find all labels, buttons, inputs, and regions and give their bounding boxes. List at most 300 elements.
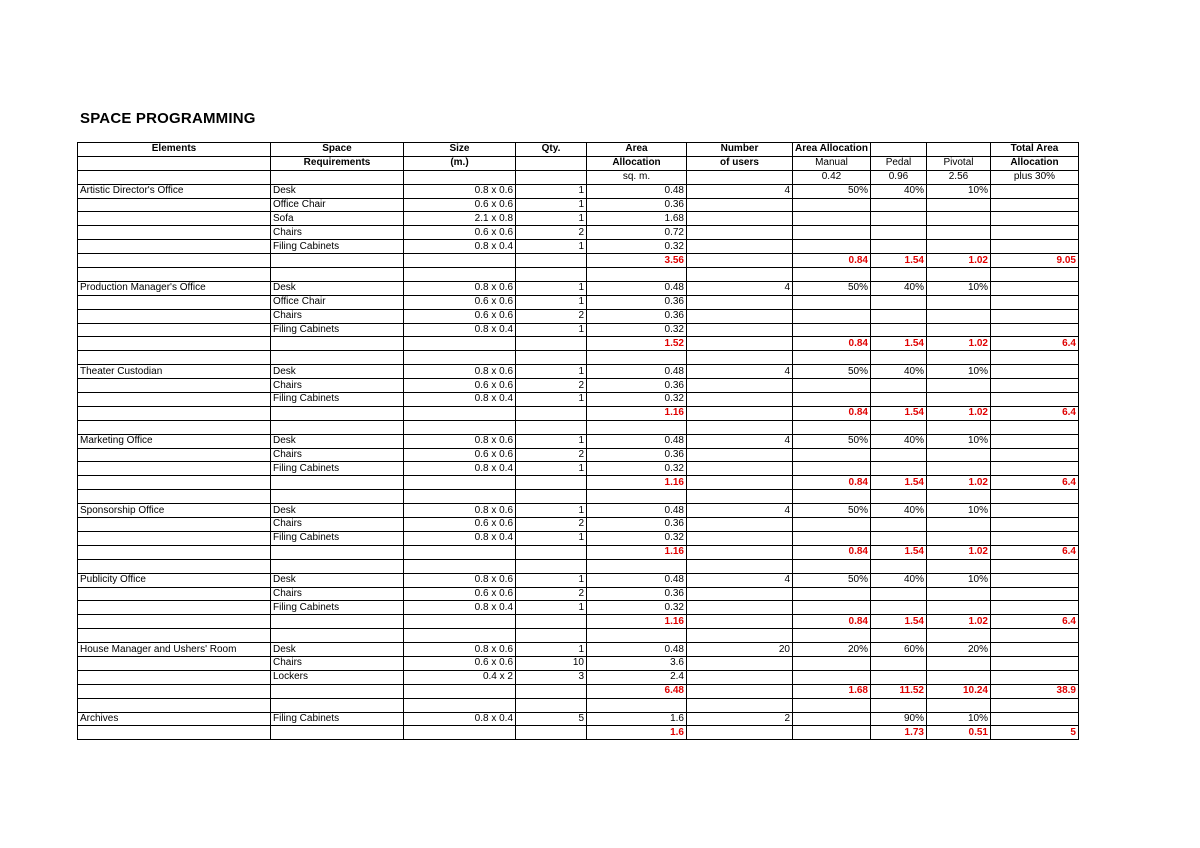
cell-number-of-users [687,615,793,629]
cell-qty: 1 [516,323,587,337]
cell-qty [516,559,587,573]
cell-space-requirements [271,698,404,712]
cell-pivotal: 1.02 [926,476,990,490]
cell-total-area: 5 [990,726,1078,740]
header-row [78,156,1079,170]
cell-manual: 1.68 [793,684,871,698]
cell-space-requirements [271,490,404,504]
table-row [78,518,1079,532]
cell-number-of-users [687,698,793,712]
cell-number-of-users [687,726,793,740]
cell-area-allocation: Area [587,143,687,157]
total-row [78,406,1079,420]
cell-elements: Sponsorship Office [78,504,271,518]
cell-elements [78,393,271,407]
cell-size [404,629,516,643]
cell-qty [516,629,587,643]
cell-number-of-users: of users [687,156,793,170]
cell-size: 0.8 x 0.6 [404,434,516,448]
cell-elements: Archives [78,712,271,726]
cell-qty: 5 [516,712,587,726]
cell-elements [78,448,271,462]
cell-area-allocation: 0.36 [587,198,687,212]
cell-size: 0.6 x 0.6 [404,198,516,212]
cell-elements: Marketing Office [78,434,271,448]
cell-total-area [990,212,1078,226]
cell-qty: 1 [516,573,587,587]
table-row [78,712,1079,726]
cell-pivotal: 0.51 [926,726,990,740]
cell-size [404,726,516,740]
cell-pedal [870,226,926,240]
cell-manual [793,462,871,476]
cell-total-area: 6.4 [990,406,1078,420]
table-row [78,198,1079,212]
cell-manual [793,518,871,532]
cell-area-allocation: 0.48 [587,643,687,657]
cell-pedal: 40% [870,365,926,379]
cell-pivotal: 1.02 [926,254,990,268]
cell-qty: 3 [516,670,587,684]
table-row [78,240,1079,254]
cell-size [404,268,516,282]
table-row [78,281,1079,295]
cell-total-area [990,393,1078,407]
cell-manual [793,309,871,323]
cell-elements [78,198,271,212]
cell-total-area: 6.4 [990,545,1078,559]
cell-space-requirements: Sofa [271,212,404,226]
cell-pedal [870,420,926,434]
cell-size: 0.8 x 0.4 [404,462,516,476]
cell-manual [793,559,871,573]
cell-size [404,420,516,434]
cell-elements: House Manager and Ushers' Room [78,643,271,657]
cell-space-requirements: Filing Cabinets [271,601,404,615]
cell-elements [78,420,271,434]
cell-manual: 0.84 [793,476,871,490]
cell-manual [793,323,871,337]
cell-size: 0.6 x 0.6 [404,587,516,601]
total-row [78,254,1079,268]
cell-space-requirements: Office Chair [271,198,404,212]
blank-row [78,698,1079,712]
cell-qty [516,351,587,365]
cell-pedal [870,295,926,309]
cell-pedal: 1.73 [870,726,926,740]
cell-size: 0.6 x 0.6 [404,226,516,240]
cell-area-allocation: 1.52 [587,337,687,351]
cell-number-of-users [687,406,793,420]
cell-number-of-users [687,462,793,476]
cell-manual: 0.84 [793,406,871,420]
cell-size: 2.1 x 0.8 [404,212,516,226]
cell-number-of-users [687,518,793,532]
cell-total-area [990,379,1078,393]
cell-pedal: 1.54 [870,615,926,629]
cell-elements [78,726,271,740]
cell-qty [516,615,587,629]
cell-pedal: 60% [870,643,926,657]
cell-size: 0.8 x 0.4 [404,601,516,615]
cell-size: 0.8 x 0.4 [404,712,516,726]
table-row [78,434,1079,448]
cell-elements [78,170,271,184]
cell-pedal: Pedal [870,156,926,170]
cell-total-area [990,643,1078,657]
cell-qty: 2 [516,226,587,240]
cell-elements [78,629,271,643]
cell-space-requirements [271,476,404,490]
cell-total-area [990,712,1078,726]
cell-area-allocation: 1.16 [587,615,687,629]
cell-pivotal: 1.02 [926,615,990,629]
cell-pivotal: 10% [926,434,990,448]
cell-manual: 50% [793,573,871,587]
cell-total-area: 6.4 [990,615,1078,629]
cell-qty [516,490,587,504]
cell-pivotal: 10% [926,573,990,587]
cell-qty [516,406,587,420]
cell-manual: 20% [793,643,871,657]
cell-total-area [990,504,1078,518]
cell-pivotal [926,420,990,434]
cell-qty: 2 [516,379,587,393]
cell-pedal [870,448,926,462]
cell-total-area [990,268,1078,282]
cell-size [404,490,516,504]
cell-space-requirements: Office Chair [271,295,404,309]
cell-qty [516,156,587,170]
cell-elements [78,601,271,615]
cell-space-requirements: Desk [271,643,404,657]
cell-area-allocation: 6.48 [587,684,687,698]
cell-pivotal: 1.02 [926,337,990,351]
cell-qty: 1 [516,504,587,518]
cell-space-requirements: Filing Cabinets [271,240,404,254]
cell-space-requirements: Filing Cabinets [271,393,404,407]
blank-row [78,351,1079,365]
cell-size [404,698,516,712]
table-row [78,573,1079,587]
cell-area-allocation: 1.6 [587,712,687,726]
total-row [78,615,1079,629]
cell-space-requirements [271,726,404,740]
cell-area-allocation [587,420,687,434]
cell-number-of-users [687,559,793,573]
cell-space-requirements: Chairs [271,587,404,601]
cell-space-requirements [271,170,404,184]
cell-area-allocation: 1.6 [587,726,687,740]
cell-total-area [990,587,1078,601]
cell-pivotal [926,587,990,601]
cell-size: 0.8 x 0.4 [404,240,516,254]
cell-manual [793,698,871,712]
cell-space-requirements: Space [271,143,404,157]
cell-number-of-users: 4 [687,504,793,518]
cell-elements [78,240,271,254]
cell-area-allocation: 0.32 [587,393,687,407]
cell-pivotal [926,518,990,532]
cell-pedal [870,518,926,532]
cell-pivotal [926,656,990,670]
cell-space-requirements: Desk [271,184,404,198]
cell-total-area [990,559,1078,573]
cell-pedal: 11.52 [870,684,926,698]
cell-elements [78,406,271,420]
cell-qty [516,254,587,268]
cell-total-area [990,351,1078,365]
cell-size: 0.8 x 0.4 [404,393,516,407]
cell-pivotal [926,295,990,309]
cell-total-area [990,698,1078,712]
cell-pedal: 1.54 [870,337,926,351]
cell-manual [793,212,871,226]
cell-manual: 50% [793,365,871,379]
cell-elements [78,156,271,170]
cell-total-area [990,670,1078,684]
table-row [78,643,1079,657]
table-row [78,323,1079,337]
cell-number-of-users: 4 [687,184,793,198]
table-row [78,309,1079,323]
cell-manual [793,726,871,740]
cell-size [404,337,516,351]
cell-pivotal [926,462,990,476]
cell-size: 0.6 x 0.6 [404,656,516,670]
cell-pivotal: 10% [926,712,990,726]
cell-space-requirements: Desk [271,365,404,379]
cell-size [404,545,516,559]
cell-qty [516,545,587,559]
cell-area-allocation: 0.48 [587,184,687,198]
cell-pedal: 40% [870,281,926,295]
cell-pedal [870,143,926,157]
cell-manual: 50% [793,281,871,295]
cell-number-of-users [687,420,793,434]
cell-qty [516,337,587,351]
cell-manual [793,490,871,504]
table-row [78,393,1079,407]
cell-area-allocation: 0.32 [587,240,687,254]
cell-pedal: 0.96 [870,170,926,184]
cell-space-requirements: Chairs [271,656,404,670]
cell-elements: Production Manager's Office [78,281,271,295]
cell-pedal: 40% [870,184,926,198]
cell-manual: 50% [793,504,871,518]
cell-size: 0.6 x 0.6 [404,309,516,323]
cell-area-allocation: 0.36 [587,448,687,462]
cell-space-requirements [271,337,404,351]
table-row [78,462,1079,476]
cell-qty: 1 [516,212,587,226]
cell-pivotal: 1.02 [926,545,990,559]
cell-total-area [990,365,1078,379]
cell-number-of-users [687,212,793,226]
cell-area-allocation: 0.48 [587,504,687,518]
cell-elements [78,559,271,573]
cell-area-allocation [587,490,687,504]
cell-pedal: 1.54 [870,406,926,420]
cell-number-of-users [687,226,793,240]
cell-size [404,170,516,184]
cell-number-of-users [687,531,793,545]
cell-qty: 1 [516,281,587,295]
cell-area-allocation: 0.32 [587,601,687,615]
cell-manual [793,268,871,282]
cell-size: 0.8 x 0.6 [404,365,516,379]
cell-space-requirements: Chairs [271,379,404,393]
cell-elements [78,518,271,532]
cell-elements [78,254,271,268]
cell-size: 0.8 x 0.6 [404,573,516,587]
cell-manual [793,198,871,212]
cell-elements [78,323,271,337]
cell-total-area [990,629,1078,643]
cell-pivotal [926,309,990,323]
cell-size [404,254,516,268]
cell-size [404,559,516,573]
cell-pedal: 40% [870,573,926,587]
cell-number-of-users [687,476,793,490]
cell-space-requirements [271,559,404,573]
cell-number-of-users [687,490,793,504]
table-row [78,531,1079,545]
cell-qty: 1 [516,198,587,212]
cell-elements [78,379,271,393]
cell-pedal [870,309,926,323]
cell-pedal [870,198,926,212]
cell-pivotal [926,393,990,407]
cell-number-of-users [687,656,793,670]
cell-space-requirements: Filing Cabinets [271,531,404,545]
cell-pedal: 40% [870,504,926,518]
table-row [78,365,1079,379]
cell-pivotal: 10% [926,184,990,198]
cell-size [404,615,516,629]
cell-area-allocation: 0.36 [587,295,687,309]
cell-pedal: 1.54 [870,545,926,559]
cell-area-allocation: 0.36 [587,587,687,601]
cell-pivotal [926,601,990,615]
cell-space-requirements: Desk [271,434,404,448]
cell-space-requirements: Filing Cabinets [271,712,404,726]
cell-pivotal [926,629,990,643]
blank-row [78,268,1079,282]
table-row [78,601,1079,615]
cell-manual [793,601,871,615]
cell-qty: 2 [516,587,587,601]
cell-number-of-users [687,309,793,323]
cell-number-of-users [687,323,793,337]
cell-elements [78,337,271,351]
cell-elements [78,351,271,365]
cell-number-of-users [687,587,793,601]
cell-number-of-users [687,254,793,268]
page-title: SPACE PROGRAMMING [80,110,256,127]
cell-total-area [990,323,1078,337]
total-row [78,476,1079,490]
cell-elements [78,490,271,504]
cell-total-area [990,184,1078,198]
cell-manual: 50% [793,434,871,448]
cell-manual: 0.84 [793,337,871,351]
cell-pivotal: 10% [926,504,990,518]
cell-total-area: 9.05 [990,254,1078,268]
cell-manual [793,656,871,670]
cell-area-allocation: 0.48 [587,281,687,295]
cell-number-of-users [687,337,793,351]
cell-elements: Publicity Office [78,573,271,587]
cell-pedal [870,268,926,282]
table-row [78,504,1079,518]
cell-number-of-users: Number [687,143,793,157]
cell-pivotal [926,323,990,337]
cell-qty: 1 [516,393,587,407]
cell-space-requirements [271,406,404,420]
cell-size: Size [404,143,516,157]
cell-manual [793,670,871,684]
cell-area-allocation: 1.16 [587,545,687,559]
cell-pivotal: 10.24 [926,684,990,698]
cell-space-requirements [271,545,404,559]
cell-qty: 1 [516,295,587,309]
cell-total-area: plus 30% [990,170,1078,184]
cell-qty [516,170,587,184]
cell-manual [793,351,871,365]
total-row [78,726,1079,740]
cell-elements [78,212,271,226]
cell-pedal: 40% [870,434,926,448]
table-row [78,226,1079,240]
cell-area-allocation: 0.36 [587,379,687,393]
blank-row [78,420,1079,434]
cell-space-requirements [271,351,404,365]
cell-area-allocation: 0.32 [587,531,687,545]
cell-space-requirements: Desk [271,573,404,587]
cell-total-area [990,434,1078,448]
cell-pivotal [926,240,990,254]
cell-elements [78,476,271,490]
cell-area-allocation [587,698,687,712]
cell-size: (m.) [404,156,516,170]
cell-pedal [870,240,926,254]
cell-size: 0.8 x 0.6 [404,643,516,657]
cell-qty: 2 [516,448,587,462]
cell-area-allocation: 3.56 [587,254,687,268]
cell-elements: Elements [78,143,271,157]
cell-area-allocation: 0.32 [587,462,687,476]
cell-number-of-users [687,170,793,184]
cell-pivotal [926,531,990,545]
cell-elements: Theater Custodian [78,365,271,379]
cell-number-of-users [687,670,793,684]
cell-area-allocation: sq. m. [587,170,687,184]
cell-size [404,351,516,365]
table-row [78,379,1079,393]
cell-space-requirements [271,629,404,643]
cell-size: 0.8 x 0.4 [404,323,516,337]
cell-manual: 50% [793,184,871,198]
cell-number-of-users: 4 [687,281,793,295]
cell-pivotal: 10% [926,281,990,295]
cell-number-of-users [687,601,793,615]
cell-elements [78,268,271,282]
cell-pivotal: 1.02 [926,406,990,420]
cell-pedal [870,698,926,712]
cell-total-area: Allocation [990,156,1078,170]
cell-pedal [870,629,926,643]
